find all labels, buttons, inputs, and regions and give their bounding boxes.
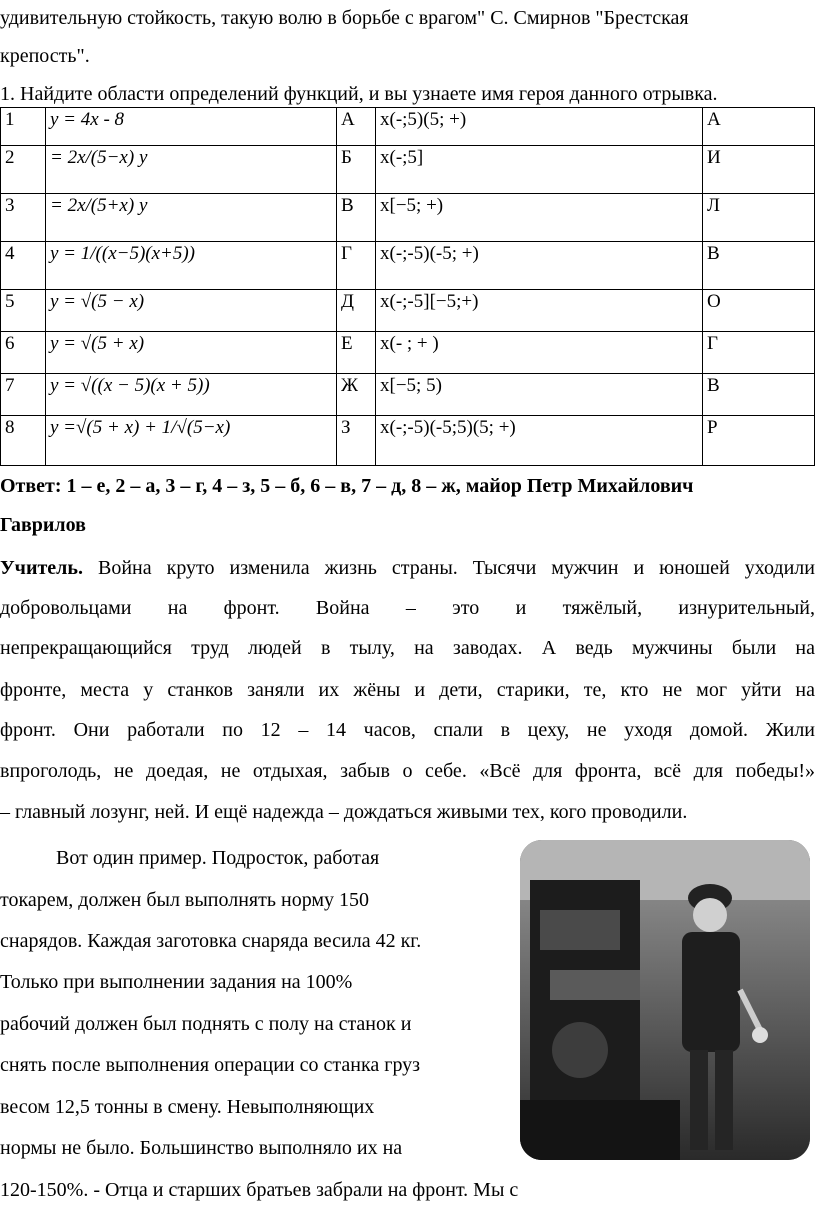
- table-row: [1, 108, 815, 146]
- example-line-7: весом 12,5 тонны в смену. Невыполняющих: [0, 1096, 375, 1118]
- row-number: 3: [1, 194, 46, 242]
- letter-cell: Ж: [337, 374, 376, 416]
- answer-letter-cell: Г: [703, 332, 815, 374]
- function-cell: y = √(5 + x): [46, 332, 337, 374]
- letter-cell: А: [337, 108, 376, 146]
- teacher-line-4: фронте, места у станков заняли их жёны и дети, старики, те, кто не мог уйти на: [0, 679, 815, 701]
- letter-cell: Е: [337, 332, 376, 374]
- answer-letter-cell: В: [703, 242, 815, 290]
- row-number: 2: [1, 146, 46, 194]
- row-number: 8: [1, 416, 46, 466]
- answer-letter-cell: Л: [703, 194, 815, 242]
- teacher-line-6: впроголодь, не доедая, не отдыхая, забыв о себе. «Всё для фронта, всё для победы!»: [0, 760, 815, 782]
- table-row: [1, 194, 815, 242]
- task-heading: 1. Найдите области определений функций, и вы узнаете имя героя данного отрывка.: [0, 83, 718, 105]
- functions-table: [0, 107, 815, 466]
- row-number: 5: [1, 290, 46, 332]
- table-row: [1, 146, 815, 194]
- teacher-line-5: фронт. Они работали по 12 – 14 часов, спали в цеху, не уходя домой. Жили: [0, 719, 815, 741]
- example-line-2: токарем, должен был выполнять норму 150: [0, 889, 370, 911]
- function-cell: = 2x/(5+x) y: [46, 194, 337, 242]
- table-row: [1, 374, 815, 416]
- teacher-label: Учитель.: [0, 557, 83, 579]
- intro-line-1: удивительную стойкость, такую волю в борьбе с врагом" С. Смирнов "Брестская: [0, 7, 689, 29]
- domain-cell: x(-;5]: [376, 146, 703, 194]
- row-number: 7: [1, 374, 46, 416]
- example-line-6: снять после выполнения операции со станка груз: [0, 1054, 421, 1076]
- example-line-5: рабочий должен был поднять с полу на станок и: [0, 1013, 412, 1035]
- function-cell: y = 1/((x−5)(x+5)): [46, 242, 337, 290]
- row-number: 1: [1, 108, 46, 146]
- domain-cell: x(-;-5)(-5;5)(5; +): [376, 416, 703, 466]
- row-number: 6: [1, 332, 46, 374]
- answer-line-2: Гаврилов: [0, 514, 86, 536]
- table-row: [1, 332, 815, 374]
- example-line-1: Вот один пример. Подросток, работая: [56, 847, 380, 869]
- table-row: [1, 290, 815, 332]
- domain-cell: x[−5; +): [376, 194, 703, 242]
- letter-cell: Д: [337, 290, 376, 332]
- answer-line-1: Ответ: 1 – е, 2 – а, 3 – г, 4 – з, 5 – б, 6 – в, 7 – д, 8 – ж, майор Петр Михайлович: [0, 475, 694, 497]
- domain-cell: x(-;-5][−5;+): [376, 290, 703, 332]
- example-line-9: 120-150%. - Отца и старших братьев забрали на фронт. Мы с: [0, 1179, 519, 1201]
- answer-letter-cell: А: [703, 108, 815, 146]
- example-line-4: Только при выполнении задания на 100%: [0, 971, 353, 993]
- function-cell: y = √((x − 5)(x + 5)): [46, 374, 337, 416]
- domain-cell: x(-;-5)(-5; +): [376, 242, 703, 290]
- function-cell: y =√(5 + x) + 1/√(5−x): [46, 416, 337, 466]
- function-cell: y = 4x - 8: [46, 108, 337, 146]
- boy-at-lathe-photo: [520, 840, 810, 1160]
- letter-cell: Г: [337, 242, 376, 290]
- table-row: [1, 242, 815, 290]
- answer-letter-cell: И: [703, 146, 815, 194]
- answer-letter-cell: Р: [703, 416, 815, 466]
- domain-cell: x(-;5)(5; +): [376, 108, 703, 146]
- example-line-8: нормы не было. Большинство выполняло их на: [0, 1137, 403, 1159]
- answer-letter-cell: В: [703, 374, 815, 416]
- photo-illustration: [520, 840, 810, 1160]
- letter-cell: В: [337, 194, 376, 242]
- letter-cell: З: [337, 416, 376, 466]
- domain-cell: x(- ; + ): [376, 332, 703, 374]
- letter-cell: Б: [337, 146, 376, 194]
- example-line-3: снарядов. Каждая заготовка снаряда весила 42 кг.: [0, 930, 422, 952]
- intro-line-2: крепость".: [0, 45, 90, 67]
- teacher-line-7: – главный лозунг, ней. И ещё надежда – дождаться живыми тех, кого проводили.: [0, 801, 688, 823]
- teacher-line-2: добровольцами на фронт. Война – это и тяжёлый, изнурительный,: [0, 597, 815, 619]
- row-number: 4: [1, 242, 46, 290]
- answer-letter-cell: О: [703, 290, 815, 332]
- function-cell: = 2x/(5−x) y: [46, 146, 337, 194]
- table-row: [1, 416, 815, 466]
- teacher-line-1: Учитель. Война круто изменила жизнь страны. Тысячи мужчин и юношей уходили: [0, 557, 815, 579]
- domain-cell: x[−5; 5): [376, 374, 703, 416]
- teacher-line-3: непрекращающийся труд людей в тылу, на заводах. А ведь мужчины были на: [0, 637, 815, 659]
- function-cell: y = √(5 − x): [46, 290, 337, 332]
